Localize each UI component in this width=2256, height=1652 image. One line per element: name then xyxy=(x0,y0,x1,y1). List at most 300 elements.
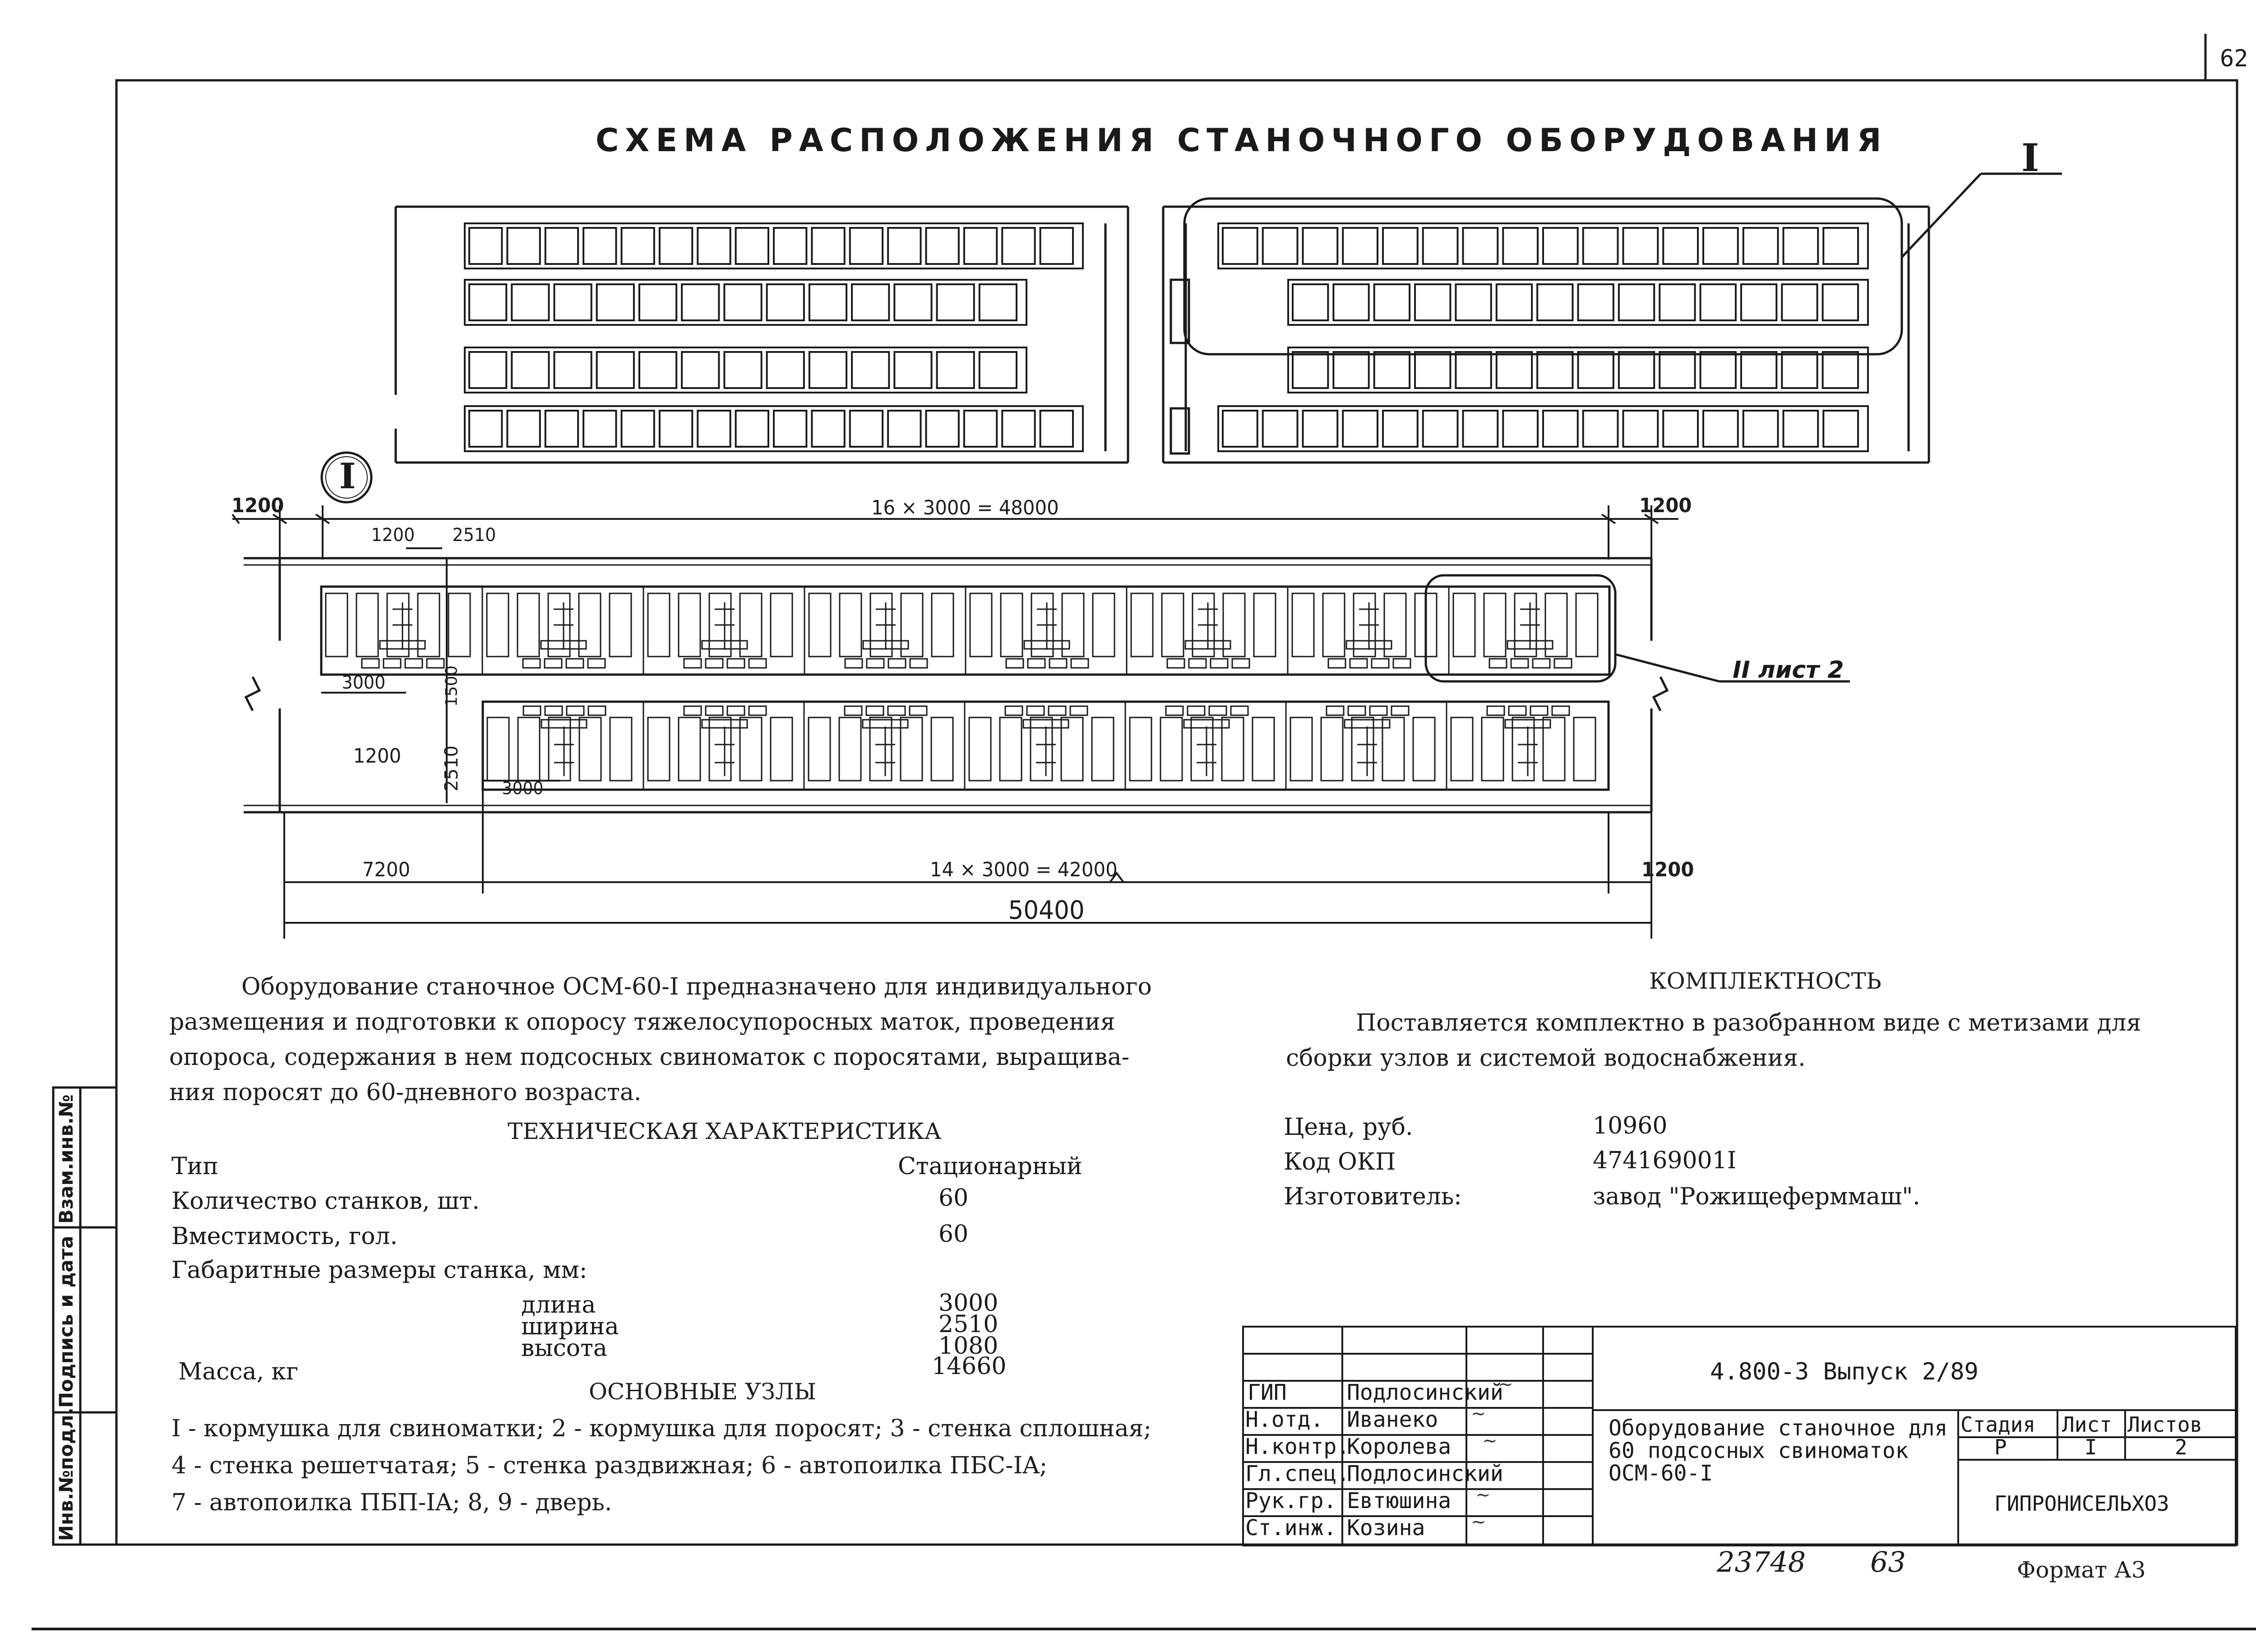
waterer xyxy=(910,706,927,715)
height-label: высота xyxy=(521,1335,607,1362)
waterer xyxy=(867,659,884,668)
dim-top-left-1200: 1200 xyxy=(231,494,284,517)
pen-cell xyxy=(888,228,920,264)
pen-cell xyxy=(1002,228,1035,264)
dim-inner-2510-b: 2510 xyxy=(441,745,462,791)
pen-cell xyxy=(698,228,730,264)
pen-cell xyxy=(1303,228,1338,264)
detail-I-label: I xyxy=(2021,135,2039,180)
waterer xyxy=(727,659,744,668)
pen-rail xyxy=(1162,593,1183,657)
description xyxy=(169,969,1152,1110)
pen-rail xyxy=(1160,717,1182,781)
pen-cell xyxy=(1456,352,1491,388)
pen-rail xyxy=(1384,593,1406,657)
pen-cell xyxy=(852,352,889,388)
name-n-otd: Иванеко xyxy=(1347,1407,1438,1432)
pen-rail xyxy=(1222,717,1244,781)
pen-cell xyxy=(1537,352,1572,388)
pen-rail xyxy=(901,593,923,657)
pen-rail xyxy=(1543,717,1565,781)
waterer xyxy=(1348,706,1365,715)
nodes-line: 4 - стенка решетчатая; 5 - стенка раздвижная; 6 - автопоилка ПБС-IA; xyxy=(171,1452,1048,1479)
dim-bottom-span: 14 × 3000 = 42000 xyxy=(929,858,1118,881)
pen-cell xyxy=(622,228,654,264)
pen-cell xyxy=(894,352,931,388)
pen-cell xyxy=(1463,228,1498,264)
pen-cell xyxy=(1263,411,1298,447)
pen-rail xyxy=(1131,593,1153,657)
pen-cell xyxy=(1660,352,1695,388)
pen-cell xyxy=(774,411,806,447)
pen-rail xyxy=(1413,717,1435,781)
role-ruk-gr: Рук.гр. xyxy=(1245,1488,1337,1513)
pen-rail xyxy=(356,593,378,657)
completeness-text xyxy=(1286,1005,2141,1076)
pen-cell xyxy=(1223,411,1257,447)
pen-cell xyxy=(1263,228,1298,264)
pen-cell xyxy=(1619,284,1654,320)
waterer xyxy=(1511,659,1528,668)
dim-inner-1200-a: 1200 xyxy=(371,525,415,546)
pen-rail xyxy=(1093,593,1114,657)
waterer xyxy=(588,706,606,715)
pen-rail xyxy=(840,593,861,657)
pen-rail xyxy=(1062,593,1084,657)
mass-value: 14660 xyxy=(932,1353,1007,1380)
pen-rail xyxy=(610,593,631,657)
page-number: 63 xyxy=(1870,1546,1906,1578)
sheet-number: 62 xyxy=(2220,45,2248,72)
waterer xyxy=(1049,659,1067,668)
pen-cell xyxy=(937,284,974,320)
waterer xyxy=(1350,659,1367,668)
pen-rail xyxy=(1545,593,1567,657)
pen-cell xyxy=(1583,411,1618,447)
pen-cell xyxy=(1543,411,1578,447)
pen-rail xyxy=(1323,593,1345,657)
pen-rail xyxy=(1574,717,1595,781)
detail-II-label: II лист 2 xyxy=(1733,657,1844,684)
pen-cell xyxy=(1743,228,1778,264)
pen-cell xyxy=(1497,352,1532,388)
waterer xyxy=(1370,706,1387,715)
pen-rail xyxy=(487,717,509,781)
pen-cell xyxy=(1415,284,1450,320)
waterer xyxy=(1231,706,1248,715)
pen-cell xyxy=(1782,284,1817,320)
pen-cell xyxy=(1578,284,1613,320)
waterer xyxy=(1049,706,1066,715)
pen-cell xyxy=(774,228,806,264)
pen-cell xyxy=(1741,352,1776,388)
waterer xyxy=(384,659,401,668)
schematic-left-block xyxy=(396,207,1128,463)
pen-rail xyxy=(1352,717,1373,781)
waterer xyxy=(1327,706,1344,715)
pen-cell xyxy=(1619,352,1654,388)
pen-rail xyxy=(1484,593,1506,657)
sheets-value: 2 xyxy=(2175,1435,2187,1459)
pen-rail xyxy=(970,593,992,657)
role-gl-spec: Гл.спец. xyxy=(1245,1461,1350,1486)
dim-top-span: 16 × 3000 = 48000 xyxy=(871,496,1059,519)
description-line: Оборудование станочное ОСМ-60-I предназначено для индивидуального xyxy=(241,973,1152,1000)
pen-cell xyxy=(1660,284,1695,320)
pen-cell xyxy=(1343,411,1378,447)
waterer xyxy=(588,659,605,668)
manufacturer-label: Изготовитель: xyxy=(1284,1183,1462,1210)
pen-cell xyxy=(1383,411,1418,447)
side-stamp-vzam-inv: Взам.инв.№ xyxy=(55,1094,77,1224)
pen-cell xyxy=(809,284,846,320)
pen-cell xyxy=(1823,284,1858,320)
pen-rail xyxy=(771,717,792,781)
completeness-line: Поставляется комплектно в разобранном виде с метизами для xyxy=(1356,1009,2141,1037)
length-value: 3000 xyxy=(938,1290,999,1317)
pen-rail xyxy=(809,593,831,657)
pen-cell xyxy=(1823,228,1858,264)
plan-drawing xyxy=(244,558,1850,812)
pen-cell xyxy=(1002,411,1035,447)
pen-cell xyxy=(1497,284,1532,320)
format-label: Формат А3 xyxy=(2017,1557,2146,1583)
manufacturer-value: завод "Рожищеферммаш". xyxy=(1593,1183,1920,1210)
waterer xyxy=(1071,659,1088,668)
waterer xyxy=(1328,659,1345,668)
pen-cell xyxy=(736,228,768,264)
dim-bottom-right-1200: 1200 xyxy=(1641,858,1694,881)
dim-total: 50400 xyxy=(1008,896,1085,925)
pen-cell xyxy=(1663,411,1698,447)
nodes-line: 7 - автопоилка ПБП-IA; 8, 9 - дверь. xyxy=(171,1489,612,1516)
waterer xyxy=(706,659,723,668)
pen-cell xyxy=(1303,411,1338,447)
pen-rail xyxy=(679,593,700,657)
pen-cell xyxy=(1583,228,1618,264)
waterer xyxy=(1530,706,1548,715)
pen-rail xyxy=(901,717,922,781)
stage-label: Стадия xyxy=(1960,1412,2036,1437)
signature-ruk-gr: ~ xyxy=(1475,1485,1491,1505)
pen-cell xyxy=(698,411,730,447)
pen-rail xyxy=(1223,593,1245,657)
pen-cell xyxy=(682,352,719,388)
detail-I-outline xyxy=(1184,199,1902,354)
waterer xyxy=(749,659,766,668)
nodes-list xyxy=(171,1410,1151,1521)
capacity-value: 60 xyxy=(938,1221,969,1248)
pen-rail xyxy=(487,593,509,657)
waterer xyxy=(1070,706,1087,715)
count-value: 60 xyxy=(938,1185,969,1212)
price-value: 10960 xyxy=(1593,1112,1668,1139)
waterer xyxy=(910,659,927,668)
pen-cell xyxy=(512,352,549,388)
pen-cell xyxy=(980,352,1017,388)
name-n-kontr: Королева xyxy=(1347,1434,1452,1459)
pen-cell xyxy=(926,411,959,447)
nodes-line: I - кормушка для свиноматки; 2 - кормушка для поросят; 3 - стенка сплошная; xyxy=(171,1415,1151,1442)
pen-rail xyxy=(932,593,953,657)
dim-inner-1200-b: 1200 xyxy=(353,745,402,768)
pen-cell xyxy=(507,228,540,264)
pen-rail xyxy=(1290,717,1312,781)
pen-cell xyxy=(639,352,676,388)
circle-I-label: I xyxy=(339,456,356,497)
description-line: опороса, содержания в нем подсосных свиноматок с поросятами, выращива- xyxy=(169,1044,1130,1071)
pen-cell xyxy=(1703,228,1738,264)
pen-cell xyxy=(926,228,959,264)
pen-cell xyxy=(1663,228,1698,264)
pen-cell xyxy=(1784,411,1818,447)
waterer xyxy=(845,706,862,715)
pen-cell xyxy=(1333,352,1368,388)
height-value: 1080 xyxy=(938,1333,999,1360)
waterer xyxy=(684,659,701,668)
type-value: Стационарный xyxy=(898,1153,1082,1180)
waterer xyxy=(523,706,541,715)
pen-cell xyxy=(546,228,578,264)
side-stamp-sign-date: Подпись и дата xyxy=(55,1236,77,1408)
dim-inner-1500: 1500 xyxy=(442,665,461,707)
waterer xyxy=(545,706,562,715)
pen-cell xyxy=(767,284,804,320)
pen-cell xyxy=(1383,228,1418,264)
mass-label: Масса, кг xyxy=(178,1358,299,1385)
pen-rail xyxy=(969,717,991,781)
pen-rail xyxy=(1061,717,1083,781)
waterer xyxy=(362,659,379,668)
pen-cell xyxy=(682,284,719,320)
pen-cell xyxy=(1223,228,1257,264)
width-value: 2510 xyxy=(938,1311,999,1338)
pen-rail xyxy=(1292,593,1314,657)
pen-rail xyxy=(1000,717,1022,781)
pen-cell xyxy=(660,411,692,447)
pen-cell xyxy=(1703,411,1738,447)
pen-cell xyxy=(469,411,502,447)
waterer xyxy=(1027,706,1044,715)
pen-rail xyxy=(1453,593,1475,657)
pen-cell xyxy=(1823,411,1858,447)
waterer xyxy=(566,659,583,668)
description-line: размещения и подготовки к опоросу тяжелосупоросных маток, проведения xyxy=(169,1009,1115,1036)
type-label: Тип xyxy=(171,1153,218,1180)
waterer xyxy=(1028,659,1045,668)
dim-inner-2510: 2510 xyxy=(452,525,496,546)
waterer xyxy=(845,659,862,668)
pen-cell xyxy=(1374,284,1410,320)
dim-inner-3000-b: 3000 xyxy=(502,778,544,798)
role-gip: ГИП xyxy=(1248,1380,1287,1405)
pen-rail xyxy=(1512,717,1534,781)
pen-rail xyxy=(610,717,632,781)
pen-cell xyxy=(812,411,844,447)
waterer xyxy=(1166,706,1183,715)
pen-cell xyxy=(1623,411,1658,447)
pen-cell xyxy=(507,411,540,447)
pen-cell xyxy=(1701,284,1736,320)
pen-cell xyxy=(1741,284,1776,320)
role-n-kontr: Н.контр. xyxy=(1245,1434,1350,1459)
pen-cell xyxy=(1701,352,1736,388)
pen-cell xyxy=(1543,228,1578,264)
detail-II-outline xyxy=(1426,575,1615,681)
pen-cell xyxy=(767,352,804,388)
pen-rail xyxy=(1576,593,1598,657)
waterer xyxy=(1211,659,1228,668)
pen-cell xyxy=(583,411,616,447)
pen-cell xyxy=(469,352,506,388)
pen-rail xyxy=(518,717,540,781)
name-gip: Подлосинский xyxy=(1347,1380,1503,1405)
waterer xyxy=(1509,706,1526,715)
okp-value: 474169001I xyxy=(1593,1147,1737,1174)
stage-value: Р xyxy=(1994,1435,2007,1459)
pen-cell xyxy=(1537,284,1572,320)
pen-cell xyxy=(1333,284,1368,320)
waterer xyxy=(706,706,723,715)
completeness-line: сборки узлов и системой водоснабжения. xyxy=(1286,1045,1806,1072)
pen-cell xyxy=(1503,228,1538,264)
pen-rail xyxy=(931,717,953,781)
waterer xyxy=(1554,659,1572,668)
pen-rail xyxy=(326,593,347,657)
pen-cell xyxy=(850,411,883,447)
pen-rail xyxy=(870,717,892,781)
doc-code: 4.800-3 Выпуск 2/89 xyxy=(1710,1358,1979,1385)
pen-rail xyxy=(1382,717,1404,781)
pen-rail xyxy=(1092,717,1114,781)
pen-cell xyxy=(597,352,634,388)
pen-cell xyxy=(639,284,676,320)
waterer xyxy=(405,659,422,668)
waterer xyxy=(1209,706,1226,715)
signature-n-otd: ~ xyxy=(1471,1403,1486,1424)
nodes-heading: ОСНОВНЫЕ УЗЛЫ xyxy=(589,1379,816,1405)
pen-cell xyxy=(1293,352,1328,388)
waterer xyxy=(1167,659,1184,668)
waterer xyxy=(1189,659,1206,668)
waterer xyxy=(1006,659,1023,668)
pen-cell xyxy=(1456,284,1491,320)
pen-rail xyxy=(1451,717,1473,781)
pen-cell xyxy=(1423,411,1458,447)
pen-cell xyxy=(1415,352,1450,388)
name-gl-spec: Подлосинский xyxy=(1347,1461,1503,1486)
price-label: Цена, руб. xyxy=(1284,1114,1413,1141)
pen-cell xyxy=(980,284,1017,320)
dim-bottom-7200: 7200 xyxy=(362,858,411,881)
pen-cell xyxy=(1578,352,1613,388)
okp-label: Код ОКП xyxy=(1284,1148,1396,1175)
pen-cell xyxy=(1343,228,1378,264)
count-label: Количество станков, шт. xyxy=(171,1188,480,1215)
waterer xyxy=(888,706,905,715)
waterer xyxy=(727,706,744,715)
pen-rail xyxy=(1253,717,1274,781)
pen-cell xyxy=(583,228,616,264)
pen-cell xyxy=(1040,411,1073,447)
completeness-heading: КОМПЛЕКТНОСТЬ xyxy=(1649,968,1882,994)
waterer xyxy=(567,706,584,715)
signature-st-inzh: ~ xyxy=(1471,1512,1486,1532)
length-label: длина xyxy=(521,1291,596,1319)
waterer xyxy=(523,659,540,668)
pen-cell xyxy=(724,284,761,320)
pen-cell xyxy=(1423,228,1458,264)
pen-rail xyxy=(740,717,762,781)
pen-cell xyxy=(1823,352,1858,388)
pen-cell xyxy=(964,228,997,264)
sheet-label: Лист xyxy=(2062,1412,2112,1437)
pen-cell xyxy=(469,284,506,320)
pen-rail xyxy=(648,593,670,657)
pen-rail xyxy=(839,717,861,781)
pen-cell xyxy=(554,284,591,320)
signature-gip: ~ xyxy=(1498,1374,1513,1395)
pen-cell xyxy=(1040,228,1073,264)
waterer xyxy=(1533,659,1550,668)
pen-cell xyxy=(937,352,974,388)
pen-cell xyxy=(469,228,502,264)
inventory-number: 23748 xyxy=(1717,1546,1806,1578)
dims-label: Габаритные размеры станка, мм: xyxy=(171,1257,587,1284)
pen-rail xyxy=(1001,593,1022,657)
pen-cell xyxy=(546,411,578,447)
pen-cell xyxy=(1782,352,1817,388)
pen-rail xyxy=(740,593,762,657)
pen-cell xyxy=(1784,228,1818,264)
pen-rail xyxy=(679,717,700,781)
waterer xyxy=(1392,706,1409,715)
pen-cell xyxy=(850,228,883,264)
pen-cell xyxy=(724,352,761,388)
waterer xyxy=(749,706,766,715)
pen-rail xyxy=(1031,717,1052,781)
pen-cell xyxy=(736,411,768,447)
pen-rail xyxy=(809,717,830,781)
waterer xyxy=(1489,659,1507,668)
pen-cell xyxy=(1293,284,1328,320)
waterer xyxy=(1232,659,1249,668)
waterer xyxy=(427,659,444,668)
pen-rail xyxy=(709,717,731,781)
pen-rail xyxy=(518,593,539,657)
side-stamp-inv-podl: Инв.№подл. xyxy=(55,1407,77,1541)
role-st-inzh: Ст.инж. xyxy=(1245,1515,1337,1541)
tech-heading: ТЕХНИЧЕСКАЯ ХАРАКТЕРИСТИКА xyxy=(508,1118,942,1144)
pen-rail xyxy=(579,717,601,781)
dim-inner-3000-a: 3000 xyxy=(342,672,386,693)
pen-rail xyxy=(771,593,792,657)
pen-cell xyxy=(894,284,931,320)
waterer xyxy=(545,659,562,668)
waterer xyxy=(1393,659,1410,668)
pen-cell xyxy=(512,284,549,320)
drawing-title: СХЕМА РАСПОЛОЖЕНИЯ СТАНОЧНОГО ОБОРУДОВАНИЯ xyxy=(596,122,1888,159)
waterer xyxy=(684,706,701,715)
waterer xyxy=(1188,706,1205,715)
pen-rail xyxy=(448,593,470,657)
pen-rail xyxy=(1321,717,1343,781)
pen-cell xyxy=(1623,228,1658,264)
schematic-right-block xyxy=(1163,207,1929,463)
pen-cell xyxy=(852,284,889,320)
waterer xyxy=(888,659,906,668)
pen-cell xyxy=(660,228,692,264)
